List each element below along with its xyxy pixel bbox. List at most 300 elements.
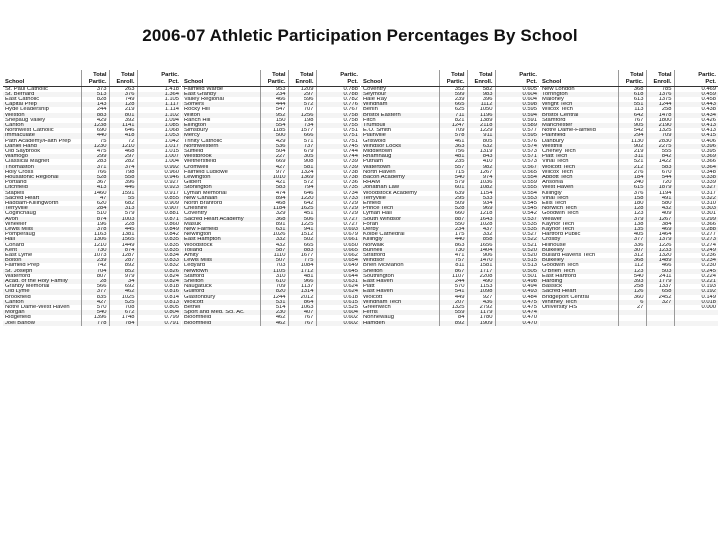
table-header-row [361, 70, 539, 86]
total-partic: 894 [260, 196, 288, 201]
school-name: Tolland [182, 248, 260, 253]
total-partic: 905 [618, 123, 646, 128]
school-name: Vinal Tech [542, 159, 569, 165]
school-name: Naugatuck [184, 284, 212, 290]
partic-pct: 0.327 [674, 185, 718, 190]
table-section [3, 70, 181, 528]
partic-pct: 0.604 [495, 92, 539, 97]
header-total-enroll-line: Total [479, 72, 493, 79]
total-enroll: 198 [288, 118, 316, 123]
total-partic: 368 [618, 86, 646, 92]
total-partic: 244 [81, 107, 109, 112]
total-enroll: 1512 [288, 232, 316, 237]
total-enroll: 707 [288, 107, 316, 112]
partic-pct: 0.513 [495, 263, 539, 268]
school-name: New London [542, 86, 575, 92]
table-header-row [540, 70, 718, 86]
school-name: Daniel Hand [3, 144, 81, 149]
school-name: New Canaan [182, 196, 260, 201]
total-partic: 440 [439, 237, 467, 242]
school-name: Weaver [540, 217, 618, 222]
partic-pct: 0.733 [316, 196, 360, 201]
header-total-partic-line: Total [93, 72, 107, 79]
total-enroll: 55 [109, 196, 137, 201]
school-name: Foran [363, 221, 379, 227]
total-partic: 379 [618, 217, 646, 222]
school-name: Old Lyme [3, 289, 81, 294]
header-school-line: School [184, 78, 204, 85]
partic-pct: 1.117 [137, 102, 181, 107]
partic-pct: 0.927 [137, 180, 181, 185]
partic-pct: 1.094 [137, 118, 181, 123]
total-partic: 883 [81, 113, 109, 118]
total-enroll: 974 [467, 175, 495, 180]
partic-pct: 0.816 [137, 289, 181, 294]
partic-pct: 0.860 [137, 222, 181, 227]
total-enroll: 596 [288, 97, 316, 102]
total-partic: 610 [260, 279, 288, 284]
total-enroll: 502 [288, 237, 316, 242]
total-partic: 283 [81, 159, 109, 164]
total-partic: 6 [618, 300, 646, 305]
total-enroll: 287 [109, 258, 137, 263]
partic-pct: 0.727 [316, 222, 360, 227]
school-name: Thomaston [3, 165, 81, 170]
total-partic: 444 [260, 102, 288, 107]
partic-pct: 0.744 [316, 154, 360, 159]
total-partic: 618 [618, 92, 646, 97]
total-enroll: 437 [467, 227, 495, 232]
total-partic: 828 [81, 97, 109, 102]
total-enroll: 646 [109, 128, 137, 133]
school-name: E.O. Smith [363, 128, 392, 134]
total-enroll: 979 [109, 274, 137, 279]
total-enroll: 1381 [109, 232, 137, 237]
partic-pct: 0.818 [137, 284, 181, 289]
partic-pct: 0.744 [316, 149, 360, 154]
partic-pct: 0.735 [316, 185, 360, 190]
partic-pct: 0.729 [316, 211, 360, 216]
school-name: Goodwin Tech [542, 211, 579, 217]
total-enroll: 1267 [646, 217, 674, 222]
partic-pct: 0.554 [495, 175, 539, 180]
total-partic: 368 [618, 258, 646, 263]
total-enroll: 632 [467, 144, 495, 149]
partic-pct: 1.085 [137, 123, 181, 128]
total-partic: 276 [618, 170, 646, 175]
header-total-enroll [646, 70, 674, 86]
total-enroll: 228 [109, 222, 137, 227]
total-partic: 500 [260, 133, 288, 138]
total-enroll: 682 [109, 201, 137, 206]
total-enroll: 506 [288, 217, 316, 222]
school-name: Bristol Central [540, 113, 618, 118]
total-partic: 669 [260, 159, 288, 164]
header-school [540, 70, 618, 86]
partic-pct: 0.438 [674, 107, 718, 112]
school-name: Windsor Locks [361, 144, 439, 149]
total-partic: 1026 [260, 232, 288, 237]
total-enroll: 927 [467, 295, 495, 300]
total-enroll: 1748 [109, 315, 137, 320]
total-partic: 378 [81, 227, 109, 232]
total-enroll: 642 [288, 201, 316, 206]
total-enroll: 445 [109, 227, 137, 232]
total-enroll: 1319 [467, 149, 495, 154]
partic-pct: 0.525 [316, 305, 360, 310]
school-name: Lewington [182, 175, 260, 180]
total-enroll: 469 [646, 227, 674, 232]
school-name: Hyde Leadership [5, 107, 49, 113]
total-partic: 28 [81, 279, 109, 284]
total-partic: 427 [81, 300, 109, 305]
header-total-enroll-line: Enroll. [653, 78, 672, 85]
total-enroll: 436 [467, 300, 495, 305]
school-name: Wheeler [5, 221, 27, 227]
partic-pct: 0.576 [495, 139, 539, 144]
total-enroll: 794 [288, 185, 316, 190]
total-enroll: 805 [467, 139, 495, 144]
school-name: Kaynor Tech [542, 221, 575, 227]
header-school-line: School [5, 78, 25, 85]
total-partic: 295 [439, 196, 467, 201]
table-header-row [182, 70, 360, 86]
partic-pct: 0.553 [495, 196, 539, 201]
school-name: Bloomfield [182, 321, 260, 326]
header-total-partic-line: Partic. [625, 78, 644, 85]
total-enroll: 558 [109, 175, 137, 180]
partic-pct: 0.758 [316, 118, 360, 123]
total-partic: 709 [260, 284, 288, 289]
total-partic: 540 [618, 274, 646, 279]
school-name: Avon [3, 217, 81, 222]
school-name: East Hampton [182, 237, 260, 242]
header-total-enroll-line: Enroll. [474, 78, 493, 85]
total-enroll: 384 [646, 222, 674, 227]
partic-pct: 0.459 [674, 92, 718, 97]
total-partic: 703 [260, 263, 288, 268]
total-partic: 393 [618, 279, 646, 284]
total-partic: 332 [260, 237, 288, 242]
school-name: Somers [182, 102, 260, 107]
total-enroll: 1489 [646, 258, 674, 263]
total-partic: 766 [81, 170, 109, 175]
total-partic: 1130 [618, 139, 646, 144]
partic-pct: 0.813 [137, 300, 181, 305]
total-partic: 432 [260, 243, 288, 248]
school-name: Berlin [363, 107, 378, 113]
school-name: Rocky Hill [184, 107, 210, 113]
total-enroll: 1141 [109, 123, 137, 128]
total-partic: 715 [439, 170, 467, 175]
school-name: Old Saybrook [5, 148, 41, 154]
school-name: Vinal Tech [540, 196, 618, 201]
partic-pct: 0.776 [316, 102, 360, 107]
school-name: East Hartford [542, 273, 577, 279]
partic-pct: 0.406 [674, 139, 718, 144]
total-partic: 613 [618, 97, 646, 102]
partic-pct: 0.992 [137, 165, 181, 170]
school-name: Kolbe Cathedral [363, 232, 405, 238]
school-name: Canton [3, 123, 81, 128]
partic-pct: 0.434 [674, 113, 718, 118]
total-enroll: 72 [109, 139, 137, 144]
school-name: Ellington [182, 123, 260, 128]
school-name: Stafford [184, 273, 205, 279]
partic-pct: 0.842 [137, 232, 181, 237]
total-enroll: 1577 [288, 128, 316, 133]
partic-pct: 0.604 [495, 97, 539, 102]
partic-pct: 0.804 [137, 310, 181, 315]
total-enroll: 1404 [467, 248, 495, 253]
school-name: Wright Tech [540, 102, 618, 107]
total-enroll: 784 [109, 321, 137, 326]
school-name: Manchester [540, 123, 618, 128]
partic-pct: 0.470 [495, 315, 539, 320]
total-partic: 892 [439, 321, 467, 326]
total-partic: 27 [618, 305, 646, 310]
school-name: Cromwell [182, 165, 260, 170]
total-enroll: 1478 [646, 113, 674, 118]
school-name: Waterford [5, 273, 31, 279]
school-name: Lewis Mills [3, 227, 81, 232]
partic-pct: 0.923 [137, 185, 181, 190]
total-partic: 429 [81, 118, 109, 123]
school-name: Portland [5, 180, 27, 186]
total-partic: 360 [618, 295, 646, 300]
partic-pct: 0.505 [495, 269, 539, 274]
school-name: Classical Magnet [5, 159, 50, 165]
partic-pct: 0.574 [495, 144, 539, 149]
school-name: Hartford Public [542, 232, 581, 238]
total-enroll: 392 [109, 118, 137, 123]
partic-pct: 0.755 [316, 123, 360, 128]
total-partic: 510 [81, 211, 109, 216]
partic-pct: 0.917 [137, 191, 181, 196]
school-name: Terryville [361, 196, 439, 201]
total-partic: 377 [618, 237, 646, 242]
total-enroll: 1325 [646, 128, 674, 133]
total-partic: 180 [618, 201, 646, 206]
total-partic: 863 [439, 243, 467, 248]
partic-pct: 0.555 [495, 185, 539, 190]
partic-pct: 0.501 [495, 274, 539, 279]
total-enroll: 966 [288, 279, 316, 284]
partic-pct: 0.693 [316, 227, 360, 232]
total-enroll: 2208 [467, 274, 495, 279]
total-enroll: 418 [109, 133, 137, 138]
header-school [361, 70, 439, 86]
total-enroll: 491 [646, 196, 674, 201]
total-partic: 778 [81, 321, 109, 326]
partic-pct: 0.413 [674, 128, 718, 133]
table-row [361, 321, 539, 326]
total-enroll: 1643 [467, 217, 495, 222]
total-partic: 128 [618, 206, 646, 211]
total-partic: 468 [260, 201, 288, 206]
school-name: Terryville [3, 206, 81, 211]
total-partic: 811 [439, 263, 467, 268]
partic-pct: 0.469 [674, 86, 718, 92]
school-name: Sacred Heart Academy [182, 217, 260, 222]
school-name: Westbrook [182, 154, 260, 159]
school-name: Platt Tech [540, 154, 618, 159]
partic-pct: 0.573 [495, 149, 539, 154]
partic-pct: 0.834 [137, 253, 181, 258]
partic-pct: 0.475 [495, 300, 539, 305]
school-name: Fairfield Warde [184, 86, 224, 92]
school-name: Coventry [184, 211, 208, 217]
total-enroll: 666 [288, 133, 316, 138]
school-name: Torrington [540, 92, 618, 97]
school-name: RHAM [363, 180, 381, 186]
total-enroll: 842 [646, 154, 674, 159]
header-school [182, 70, 260, 86]
total-enroll: 258 [646, 107, 674, 112]
total-partic: 665 [439, 102, 467, 107]
total-enroll: 1625 [288, 206, 316, 211]
total-partic: 352 [439, 86, 467, 92]
total-partic [618, 321, 646, 326]
total-enroll: 407 [288, 310, 316, 315]
partic-pct: 0.535 [495, 227, 539, 232]
header-partic-pct-line: Partic. [161, 72, 179, 79]
total-enroll: 263 [109, 86, 137, 92]
school-name: Platt [363, 284, 375, 290]
partic-pct: 0.665 [316, 248, 360, 253]
total-partic: 123 [618, 269, 646, 274]
partic-pct: 0.458 [674, 97, 718, 102]
partic-pct: 1.053 [137, 133, 181, 138]
partic-pct: 0.554 [495, 191, 539, 196]
total-enroll: 282 [109, 159, 137, 164]
partic-pct: 0.605 [495, 86, 539, 92]
header-total-enroll-line: Enroll. [295, 78, 314, 85]
total-partic: 405 [618, 232, 646, 237]
partic-pct: 0.494 [495, 284, 539, 289]
partic-pct: 0.277 [674, 232, 718, 237]
header-partic-pct-line: Partic. [519, 72, 537, 79]
total-partic: 531 [260, 300, 288, 305]
partic-pct: 0.537 [495, 217, 539, 222]
partic-pct: 0.573 [495, 159, 539, 164]
total-enroll: 2275 [646, 144, 674, 149]
total-enroll: 572 [288, 180, 316, 185]
total-partic: 730 [439, 248, 467, 253]
total-enroll: 297 [288, 92, 316, 97]
school-name: Northwestern [182, 144, 260, 149]
school-name: Putnam [363, 159, 383, 165]
partic-pct: 1.042 [137, 139, 181, 144]
partic-pct: 0.615 [316, 300, 360, 305]
total-enroll: 1879 [646, 185, 674, 190]
partic-pct: 0.149 [674, 295, 718, 300]
school-name: Wilcox Tech [542, 107, 573, 113]
total-partic: 230 [260, 310, 288, 315]
school-name: Hamden [361, 321, 439, 326]
total-enroll: 451 [288, 211, 316, 216]
total-partic: 462 [260, 315, 288, 320]
total-enroll: 1179 [467, 310, 495, 315]
total-enroll: 466 [646, 263, 674, 268]
total-partic: 1396 [81, 315, 109, 320]
total-partic: 184 [618, 175, 646, 180]
total-partic: 363 [439, 144, 467, 149]
total-partic: 835 [81, 295, 109, 300]
total-partic: 542 [618, 128, 646, 133]
school-name: Ansonia [542, 180, 563, 186]
total-enroll: 2452 [646, 295, 674, 300]
partic-pct: 1.068 [137, 128, 181, 133]
partic-pct: 0.535 [495, 222, 539, 227]
total-partic: 767 [618, 118, 646, 123]
total-enroll: 1656 [467, 243, 495, 248]
total-enroll: 544 [646, 175, 674, 180]
school-name: East Granby [182, 92, 260, 97]
school-name: Bulkeley [540, 248, 618, 253]
partic-pct: 0.224 [674, 274, 718, 279]
total-partic: 474 [260, 191, 288, 196]
total-partic: 807 [81, 274, 109, 279]
school-name: Wilton [182, 113, 260, 118]
partic-pct: 0.767 [316, 107, 360, 112]
total-enroll: 672 [109, 310, 137, 315]
total-enroll: 583 [646, 165, 674, 170]
school-name: Bolton [3, 258, 81, 263]
partic-pct: 0.192 [674, 289, 718, 294]
total-partic: 514 [260, 305, 288, 310]
total-enroll: 446 [109, 185, 137, 190]
school-name: Fairfield Ludlowe [184, 169, 228, 175]
school-name: Granby Memorial [5, 284, 50, 290]
total-partic: 175 [439, 232, 467, 237]
school-name: Greenwich [363, 305, 391, 311]
total-enroll: 1112 [467, 102, 495, 107]
header-total-enroll-line: Total [658, 72, 672, 79]
partic-pct: 0.739 [316, 159, 360, 164]
table-section [361, 70, 539, 528]
total-enroll: 708 [109, 305, 137, 310]
school-name: Hall [3, 237, 81, 242]
total-partic: 540 [81, 310, 109, 315]
total-enroll: 1098 [467, 289, 495, 294]
school-name: Litchfield [3, 185, 81, 190]
total-partic: 239 [439, 97, 467, 102]
total-partic: 557 [439, 165, 467, 170]
partic-pct: 0.805 [137, 305, 181, 310]
partic-pct: 0.602 [316, 315, 360, 320]
partic-pct: 0.395 [674, 149, 718, 154]
table-section [540, 70, 718, 528]
total-enroll: 658 [646, 289, 674, 294]
total-partic: 481 [439, 154, 467, 159]
school-name: Notre Dame-Fairfield [542, 128, 596, 134]
partic-pct: 0.729 [316, 206, 360, 211]
total-enroll: 297 [109, 154, 137, 159]
partic-pct: 1.105 [137, 97, 181, 102]
school-name: Norwich Tech [540, 206, 618, 211]
total-partic: 143 [81, 102, 109, 107]
school-name: Bristol Eastern [361, 113, 439, 118]
school-name: St. Joseph [3, 269, 81, 274]
partic-pct: 1.007 [137, 154, 181, 159]
total-partic: 566 [81, 284, 109, 289]
total-enroll: 858 [467, 237, 495, 242]
total-partic: 977 [260, 170, 288, 175]
school-name: Holy Cross [5, 169, 34, 175]
total-partic: 660 [439, 211, 467, 216]
partic-pct: 1.102 [137, 113, 181, 118]
